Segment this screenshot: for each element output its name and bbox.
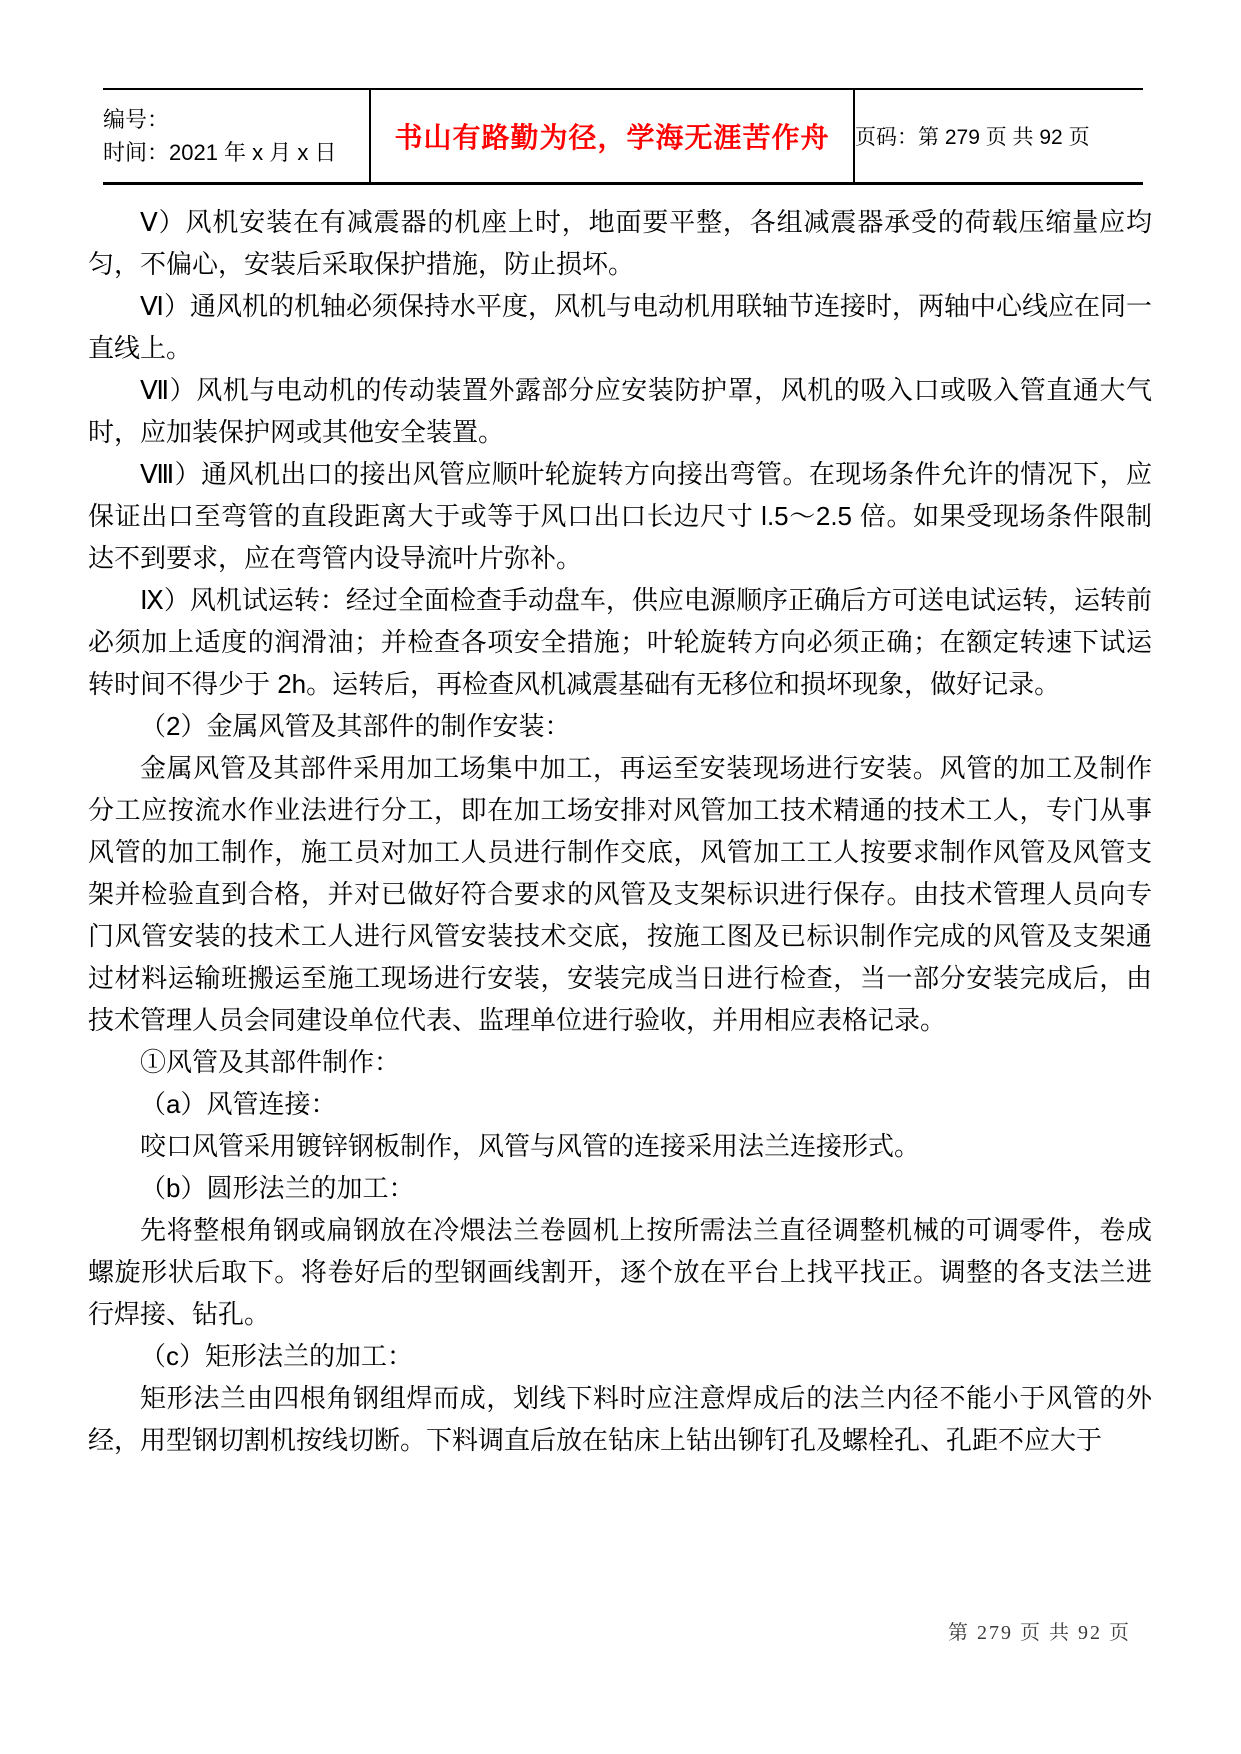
document-body [88,201,1152,1461]
paragraph: Ⅴ）风机安装在有减震器的机座上时，地面要平整，各组减震器承受的荷载压缩量应均匀，不偏心，安装后采取保护措施，防止损坏。 [88,207,1152,279]
paragraph: Ⅸ）风机试运转：经过全面检查手动盘车，供应电源顺序正确后方可送电试运转，运转前必须加上适度的润滑油；并检查各项安全措施；叶轮旋转方向必须正确；在额定转速下试运转时间不得少于 2h。运转后，再检查风机减震基础有无移位和损坏现象，做好记录。 [88,585,1152,699]
paragraph: 矩形法兰由四根角钢组焊而成，划线下料时应注意焊成后的法兰内径不能小于风管的外经，用型钢切割机按线切断。下料调直后放在钻床上钻出铆钉孔及螺栓孔、孔距不应大于 [88,1383,1152,1455]
header-page-cell [854,89,1143,184]
paragraph: 咬口风管采用镀锌钢板制作，风管与风管的连接采用法兰连接形式。 [140,1131,921,1161]
page-footer: 第 279 页 共 92 页 [948,1622,1131,1644]
paragraph: （a）风管连接： [140,1089,337,1119]
doc-time-label: 时间：2021 年 x 月 x 日 [103,140,337,165]
header-slogan-cell [370,89,854,184]
paragraph: （c）矩形法兰的加工： [140,1341,414,1371]
paragraph: ①风管及其部件制作： [140,1047,401,1077]
paragraph: Ⅷ）通风机出口的接出风管应顺叶轮旋转方向接出弯管。在现场条件允许的情况下，应保证出口至弯管的直段距离大于或等于风口出口长边尺寸 l.5～2.5 倍。如果受现场条件限制达不到要求，应在弯管内设导流叶片弥补。 [88,459,1152,573]
paragraph: 金属风管及其部件采用加工场集中加工，再运至安装现场进行安装。风管的加工及制作分工应按流水作业法进行分工，即在加工场安排对风管加工技术精通的技术工人，专门从事风管的加工制作，施工员对加工人员进行制作交底，风管加工工人按要求制作风管及风管支架并检验直到合格，并对已做好符合要求的风管及支架标识进行保存。由技术管理人员向专门风管安装的技术工人进行风管安装技术交底，按施工图及已标识制作完成的风管及支架通过材料运输班搬运至施工现场进行安装，安装完成当日进行检查，当一部分安装完成后，由技术管理人员会同建设单位代表、监理单位进行验收，并用相应表格记录。 [88,753,1152,1035]
paragraph: Ⅵ）通风机的机轴必须保持水平度，风机与电动机用联轴节连接时，两轴中心线应在同一直线上。 [88,291,1152,363]
header-slogan: 书山有路勤为径，学海无涯苦作舟 [394,121,830,154]
paragraph: 先将整根角钢或扁钢放在冷煨法兰卷圆机上按所需法兰直径调整机械的可调零件，卷成螺旋形状后取下。将卷好后的型钢画线割开，逐个放在平台上找平找正。调整的各支法兰进行焊接、钻孔。 [88,1215,1152,1329]
doc-number-label: 编号： [103,107,170,132]
paragraph: Ⅶ）风机与电动机的传动装置外露部分应安装防护罩，风机的吸入口或吸入管直通大气时，应加装保护网或其他安全装置。 [88,375,1152,447]
header-meta-cell [103,89,370,184]
header-table [103,88,1143,185]
paragraph: （b）圆形法兰的加工： [140,1173,415,1203]
paragraph: （2）金属风管及其部件的制作安装： [140,711,571,741]
header-page-label: 页码：第 279 页 共 92 页 [855,126,1090,149]
